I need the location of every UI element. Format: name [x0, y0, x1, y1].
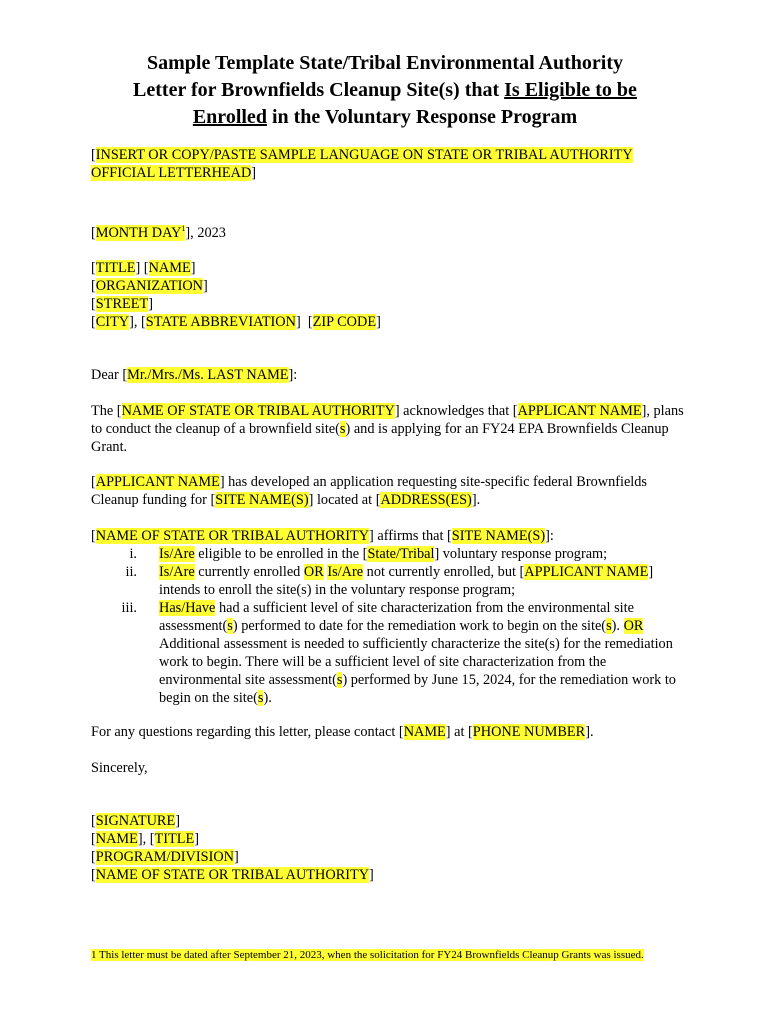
plural-placeholder: s: [227, 618, 233, 634]
text: ] located at [: [308, 492, 381, 508]
contact-name-placeholder: NAME: [403, 724, 446, 740]
paragraph-acknowledgement: [91, 402, 691, 456]
footnote-marker: 1: [181, 224, 186, 234]
bracket: [: [91, 528, 96, 544]
paragraph-application: [91, 473, 691, 509]
name-placeholder: NAME: [95, 831, 138, 847]
phone-number-placeholder: PHONE NUMBER: [472, 724, 586, 740]
date-line: [91, 224, 691, 242]
authority-placeholder: NAME OF STATE OR TRIBAL AUTHORITY: [95, 867, 370, 883]
bracket: ], [: [137, 831, 155, 847]
last-name-placeholder: Mr./Mrs./Ms. LAST NAME: [127, 367, 289, 383]
program-placeholder: PROGRAM/DIVISION: [95, 849, 234, 865]
list-item: [91, 599, 691, 707]
bracket: [: [91, 314, 96, 330]
bracket: [: [91, 225, 96, 241]
list-number: iii.: [121, 600, 137, 616]
text: ].: [471, 492, 481, 508]
text: currently enrolled: [194, 564, 304, 580]
text: ] affirms that [: [369, 528, 452, 544]
is-are-placeholder: Is/Are: [327, 564, 364, 580]
organization-placeholder: ORGANIZATION: [95, 278, 203, 294]
title-line-3-text: in the Voluntary Response Program: [266, 106, 578, 128]
text: ] acknowledges that [: [394, 403, 518, 419]
bracket: ] [: [295, 314, 313, 330]
title-placeholder: TITLE: [154, 831, 195, 847]
closing: Sincerely,: [91, 760, 148, 776]
address-line-4: [91, 313, 691, 331]
address-line-1: [91, 259, 691, 277]
or-placeholder: OR: [623, 618, 644, 634]
applicant-placeholder: APPLICANT NAME: [95, 474, 220, 490]
text: Additional assessment is needed to sufficiently characterize the site(s) for the remediation work to begin. There will be a sufficient level of site characterization from the environmental site assessment(: [159, 636, 673, 688]
title-line-3: [70, 104, 700, 131]
signature-placeholder: SIGNATURE: [95, 813, 176, 829]
bracket: [: [91, 278, 96, 294]
paragraph-affirmation: [91, 527, 691, 545]
applicant-placeholder: APPLICANT NAME: [517, 403, 642, 419]
is-are-placeholder: Is/Are: [159, 564, 195, 580]
zip-placeholder: ZIP CODE: [312, 314, 377, 330]
greeting-end: ]:: [288, 367, 298, 383]
plural-placeholder: s: [257, 690, 264, 706]
text: ).: [611, 618, 624, 634]
title-line-2: [70, 77, 700, 104]
authority-placeholder: NAME OF STATE OR TRIBAL AUTHORITY: [121, 403, 395, 419]
is-are-placeholder: Is/Are: [159, 546, 195, 562]
text: ] at [: [445, 724, 473, 740]
site-name-placeholder: SITE NAME(S): [215, 492, 309, 508]
list-number: ii.: [125, 564, 137, 580]
text: ) performed to date for the remediation work to begin on the site(: [232, 618, 607, 634]
state-tribal-placeholder: State/Tribal: [367, 546, 435, 562]
title-line-1: Sample Template State/Tribal Environmental Authority: [147, 52, 623, 74]
text: ]:: [545, 528, 554, 544]
text: ) performed by June 15, 2024, for the remediation work to begin on the site(: [159, 672, 676, 706]
text: eligible to be enrolled in the [: [194, 546, 368, 562]
text: ], plans to conduct the cleanup of a brownfield site(: [91, 403, 684, 437]
bracket: [: [91, 831, 96, 847]
city-placeholder: CITY: [95, 314, 130, 330]
authority-placeholder: NAME OF STATE OR TRIBAL AUTHORITY: [95, 528, 370, 544]
text: ] intends to enroll the site(s) in the voluntary response program;: [159, 564, 654, 598]
letterhead-placeholder: INSERT OR COPY/PASTE SAMPLE LANGUAGE ON STATE OR TRIBAL AUTHORITY OFFICIAL LETTERHEAD: [91, 147, 633, 181]
street-placeholder: STREET: [95, 296, 149, 312]
bracket: ]: [190, 260, 196, 276]
bracket: [: [91, 147, 96, 163]
bracket: [: [91, 296, 96, 312]
greeting-text: Dear [: [91, 367, 128, 383]
greeting: [91, 366, 691, 384]
address-block: [91, 259, 691, 331]
bracket: [: [91, 474, 96, 490]
date-field: MONTH DAY: [95, 225, 182, 241]
applicant-placeholder: APPLICANT NAME: [524, 564, 649, 580]
bracket: ]: [369, 867, 374, 883]
list-number: i.: [129, 546, 137, 562]
plural-placeholder: s: [336, 672, 343, 688]
bracket: ]: [148, 296, 153, 312]
address-line-2: [91, 277, 691, 295]
text: ].: [585, 724, 594, 740]
bracket: [: [91, 867, 96, 883]
title-placeholder: TITLE: [95, 260, 136, 276]
authority-line: [91, 866, 691, 884]
list-item: [91, 563, 691, 599]
bracket: ]: [194, 831, 200, 847]
program-line: [91, 848, 691, 866]
text: For any questions regarding this letter, please contact [: [91, 724, 404, 740]
footnote-text: This letter must be dated after September 21, 2023, when the solicitation for FY24 Brownfields Cleanup Grants was issued.: [96, 949, 644, 961]
signature-line: [91, 812, 691, 830]
signature-block: [91, 812, 691, 884]
bracket: ]: [175, 813, 180, 829]
has-have-placeholder: Has/Have: [159, 600, 216, 616]
bracket: ] [: [135, 260, 149, 276]
bracket: ]: [202, 278, 208, 294]
text: ] voluntary response program;: [434, 546, 608, 562]
title-underlined-eligible: Is Eligible to be: [504, 79, 637, 101]
text: ) and is applying for an FY24 EPA Brownfields Cleanup Grant.: [91, 421, 669, 455]
or-placeholder: OR: [303, 564, 324, 580]
text: had a sufficient level of site characterization from the environmental site assessment(: [159, 600, 634, 634]
name-title-line: [91, 830, 691, 848]
footnote-highlight: [91, 949, 644, 961]
affirmation-list: [91, 545, 691, 707]
text: The [: [91, 403, 122, 419]
address-placeholder: ADDRESS(ES): [380, 492, 472, 508]
text: ).: [263, 690, 272, 706]
footnote: [91, 948, 681, 962]
name-placeholder: NAME: [148, 260, 191, 276]
title-underlined-enrolled: Enrolled: [192, 106, 267, 128]
address-line-3: [91, 295, 691, 313]
site-name-placeholder: SITE NAME(S): [451, 528, 546, 544]
bracket: ], [: [129, 314, 146, 330]
plural-placeholder: s: [339, 421, 346, 437]
title-line-2-text: Letter for Brownfields Cleanup Site(s) that: [133, 79, 505, 101]
contact-line: [91, 723, 691, 741]
list-item: [91, 545, 691, 563]
bracket: [: [91, 813, 96, 829]
text: not currently enrolled, but [: [363, 564, 525, 580]
letterhead-instruction: [91, 146, 691, 182]
bracket: ]: [233, 849, 239, 865]
date-placeholder: [96, 225, 186, 241]
bracket: [: [91, 260, 96, 276]
bracket: ]: [376, 314, 381, 330]
date-year: ], 2023: [185, 225, 226, 241]
plural-placeholder: s: [606, 618, 612, 634]
bracket: ]: [251, 165, 257, 181]
footnote-number: 1: [91, 949, 97, 961]
document-title: [70, 50, 700, 131]
state-placeholder: STATE ABBREVIATION: [145, 314, 296, 330]
text: ] has developed an application requesting site-specific federal Brownfields Cleanup funding for [: [91, 474, 647, 508]
bracket: [: [91, 849, 96, 865]
